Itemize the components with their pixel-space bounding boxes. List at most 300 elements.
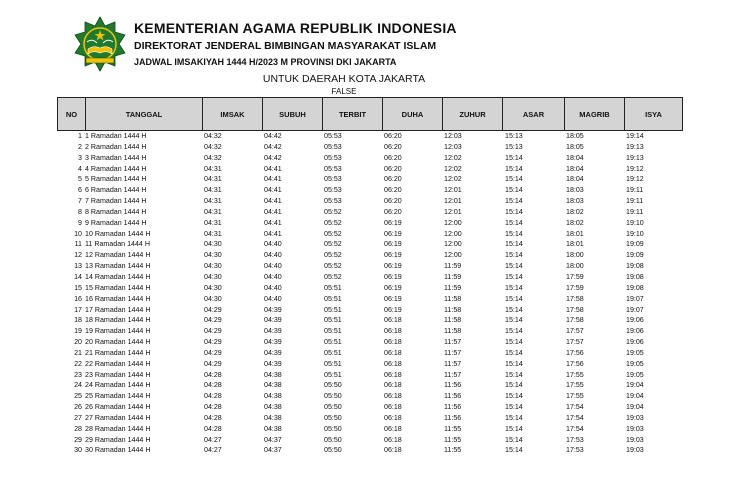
cell-duha: 06:19	[384, 218, 402, 227]
cell-subuh: 04:37	[264, 446, 282, 455]
header-magrib: MAGRIB	[564, 97, 624, 131]
cell-subuh: 04:41	[264, 186, 282, 195]
cell-magrib: 17:55	[566, 392, 584, 401]
cell-terbit: 05:51	[324, 338, 342, 347]
cell-terbit: 05:53	[324, 197, 342, 206]
cell-tanggal: 15 Ramadan 1444 H	[85, 283, 151, 292]
table-row	[57, 174, 683, 185]
cell-asar: 15:14	[505, 359, 523, 368]
cell-terbit: 05:53	[324, 186, 342, 195]
header-terbit: TERBIT	[322, 97, 382, 131]
cell-terbit: 05:51	[324, 348, 342, 357]
cell-no: 25	[74, 392, 82, 401]
cell-zuhur: 12:02	[444, 175, 462, 184]
cell-asar: 15:14	[505, 197, 523, 206]
cell-no: 17	[74, 305, 82, 314]
cell-no: 12	[74, 251, 82, 260]
cell-duha: 06:20	[384, 164, 402, 173]
cell-duha: 06:19	[384, 240, 402, 249]
cell-duha: 06:18	[384, 392, 402, 401]
cell-tanggal: 2 Ramadan 1444 H	[85, 142, 147, 151]
cell-terbit: 05:52	[324, 229, 342, 238]
cell-zuhur: 11:56	[444, 392, 462, 401]
cell-magrib: 17:54	[566, 413, 584, 422]
cell-no: 2	[78, 142, 82, 151]
cell-isya: 19:14	[626, 132, 644, 140]
cell-duha: 06:18	[384, 327, 402, 336]
cell-asar: 15:14	[505, 283, 523, 292]
cell-imsak: 04:31	[204, 207, 222, 216]
cell-magrib: 17:54	[566, 403, 584, 412]
cell-no: 14	[74, 272, 82, 281]
cell-imsak: 04:30	[204, 283, 222, 292]
cell-magrib: 17:58	[566, 305, 584, 314]
cell-magrib: 17:54	[566, 424, 584, 433]
table-row	[57, 239, 683, 250]
cell-isya: 19:13	[626, 153, 644, 162]
cell-subuh: 04:42	[264, 142, 282, 151]
cell-asar: 15:14	[505, 446, 523, 455]
cell-magrib: 18:04	[566, 153, 584, 162]
cell-magrib: 18:03	[566, 197, 584, 206]
cell-terbit: 05:50	[324, 435, 342, 444]
cell-asar: 15:14	[505, 348, 523, 357]
cell-subuh: 04:41	[264, 207, 282, 216]
table-row	[57, 261, 683, 272]
cell-imsak: 04:29	[204, 348, 222, 357]
cell-terbit: 05:50	[324, 446, 342, 455]
cell-isya: 19:03	[626, 446, 644, 455]
cell-no: 28	[74, 424, 82, 433]
cell-zuhur: 11:57	[444, 359, 462, 368]
cell-tanggal: 20 Ramadan 1444 H	[85, 338, 151, 347]
cell-tanggal: 26 Ramadan 1444 H	[85, 403, 151, 412]
cell-duha: 06:20	[384, 142, 402, 151]
cell-asar: 15:14	[505, 294, 523, 303]
cell-imsak: 04:30	[204, 251, 222, 260]
cell-subuh: 04:42	[264, 132, 282, 140]
cell-duha: 06:19	[384, 262, 402, 271]
cell-asar: 15:14	[505, 207, 523, 216]
cell-magrib: 17:58	[566, 294, 584, 303]
cell-zuhur: 11:59	[444, 283, 462, 292]
cell-imsak: 04:32	[204, 132, 222, 140]
cell-terbit: 05:50	[324, 424, 342, 433]
cell-magrib: 18:05	[566, 142, 584, 151]
cell-magrib: 18:01	[566, 240, 584, 249]
cell-duha: 06:18	[384, 348, 402, 357]
cell-imsak: 04:30	[204, 294, 222, 303]
table-row	[57, 359, 683, 370]
cell-no: 22	[74, 359, 82, 368]
cell-magrib: 17:55	[566, 381, 584, 390]
cell-no: 30	[74, 446, 82, 455]
cell-duha: 06:19	[384, 283, 402, 292]
cell-tanggal: 8 Ramadan 1444 H	[85, 207, 147, 216]
cell-asar: 15:14	[505, 164, 523, 173]
cell-no: 5	[78, 175, 82, 184]
cell-isya: 19:12	[626, 175, 644, 184]
cell-duha: 06:20	[384, 207, 402, 216]
cell-duha: 06:19	[384, 229, 402, 238]
cell-isya: 19:03	[626, 424, 644, 433]
cell-isya: 19:04	[626, 381, 644, 390]
header-tanggal: TANGGAL	[85, 97, 202, 131]
cell-zuhur: 11:56	[444, 413, 462, 422]
table-row	[57, 250, 683, 261]
table-row	[57, 218, 683, 229]
cell-asar: 15:14	[505, 403, 523, 412]
cell-isya: 19:13	[626, 142, 644, 151]
cell-tanggal: 5 Ramadan 1444 H	[85, 175, 147, 184]
cell-imsak: 04:29	[204, 338, 222, 347]
cell-magrib: 17:57	[566, 327, 584, 336]
cell-magrib: 18:05	[566, 132, 584, 140]
cell-isya: 19:03	[626, 435, 644, 444]
cell-duha: 06:19	[384, 305, 402, 314]
cell-zuhur: 12:01	[444, 197, 462, 206]
cell-no: 4	[78, 164, 82, 173]
cell-imsak: 04:28	[204, 403, 222, 412]
ministry-title: KEMENTERIAN AGAMA REPUBLIK INDONESIA	[134, 20, 457, 36]
cell-imsak: 04:31	[204, 175, 222, 184]
table-row	[57, 305, 683, 316]
cell-terbit: 05:50	[324, 413, 342, 422]
cell-imsak: 04:32	[204, 153, 222, 162]
table-row	[57, 435, 683, 446]
cell-terbit: 05:51	[324, 359, 342, 368]
cell-terbit: 05:52	[324, 251, 342, 260]
cell-tanggal: 3 Ramadan 1444 H	[85, 153, 147, 162]
cell-terbit: 05:51	[324, 294, 342, 303]
cell-asar: 15:14	[505, 370, 523, 379]
cell-tanggal: 29 Ramadan 1444 H	[85, 435, 151, 444]
table-row	[57, 185, 683, 196]
cell-tanggal: 9 Ramadan 1444 H	[85, 218, 147, 227]
table-row	[57, 424, 683, 435]
cell-subuh: 04:41	[264, 197, 282, 206]
table-row	[57, 164, 683, 175]
cell-subuh: 04:39	[264, 348, 282, 357]
cell-zuhur: 12:03	[444, 132, 462, 140]
cell-no: 10	[74, 229, 82, 238]
cell-subuh: 04:38	[264, 413, 282, 422]
cell-terbit: 05:52	[324, 262, 342, 271]
header-zuhur: ZUHUR	[442, 97, 502, 131]
cell-terbit: 05:53	[324, 175, 342, 184]
table-row	[57, 380, 683, 391]
cell-duha: 06:18	[384, 338, 402, 347]
cell-magrib: 17:56	[566, 348, 584, 357]
cell-no: 9	[78, 218, 82, 227]
cell-asar: 15:14	[505, 272, 523, 281]
cell-isya: 19:09	[626, 240, 644, 249]
cell-zuhur: 12:00	[444, 251, 462, 260]
cell-tanggal: 4 Ramadan 1444 H	[85, 164, 147, 173]
cell-subuh: 04:41	[264, 175, 282, 184]
cell-no: 3	[78, 153, 82, 162]
cell-duha: 06:18	[384, 370, 402, 379]
cell-no: 21	[74, 348, 82, 357]
cell-asar: 15:14	[505, 240, 523, 249]
cell-terbit: 05:52	[324, 218, 342, 227]
table-row	[57, 142, 683, 153]
cell-magrib: 17:53	[566, 446, 584, 455]
table-row	[57, 391, 683, 402]
cell-subuh: 04:38	[264, 381, 282, 390]
cell-zuhur: 11:59	[444, 272, 462, 281]
cell-imsak: 04:32	[204, 142, 222, 151]
cell-no: 8	[78, 207, 82, 216]
cell-terbit: 05:53	[324, 142, 342, 151]
cell-isya: 19:08	[626, 262, 644, 271]
cell-asar: 15:14	[505, 435, 523, 444]
cell-imsak: 04:31	[204, 197, 222, 206]
cell-isya: 19:05	[626, 359, 644, 368]
cell-duha: 06:18	[384, 316, 402, 325]
cell-tanggal: 16 Ramadan 1444 H	[85, 294, 151, 303]
cell-asar: 15:14	[505, 305, 523, 314]
cell-subuh: 04:40	[264, 272, 282, 281]
cell-subuh: 04:38	[264, 392, 282, 401]
cell-duha: 06:18	[384, 413, 402, 422]
cell-subuh: 04:39	[264, 359, 282, 368]
cell-subuh: 04:40	[264, 262, 282, 271]
cell-imsak: 04:30	[204, 240, 222, 249]
cell-imsak: 04:29	[204, 305, 222, 314]
cell-tanggal: 18 Ramadan 1444 H	[85, 316, 151, 325]
cell-imsak: 04:30	[204, 262, 222, 271]
cell-tanggal: 17 Ramadan 1444 H	[85, 305, 151, 314]
cell-no: 11	[74, 240, 82, 249]
cell-zuhur: 12:02	[444, 153, 462, 162]
cell-isya: 19:06	[626, 316, 644, 325]
cell-imsak: 04:28	[204, 392, 222, 401]
table-row	[57, 294, 683, 305]
cell-zuhur: 12:02	[444, 164, 462, 173]
cell-terbit: 05:53	[324, 132, 342, 140]
cell-imsak: 04:29	[204, 327, 222, 336]
cell-zuhur: 12:00	[444, 218, 462, 227]
cell-terbit: 05:51	[324, 305, 342, 314]
table-row	[57, 413, 683, 424]
table-row	[57, 348, 683, 359]
cell-zuhur: 11:55	[444, 435, 462, 444]
cell-imsak: 04:28	[204, 424, 222, 433]
cell-imsak: 04:27	[204, 446, 222, 455]
cell-imsak: 04:31	[204, 218, 222, 227]
cell-asar: 15:13	[505, 132, 523, 140]
cell-duha: 06:18	[384, 435, 402, 444]
cell-terbit: 05:51	[324, 316, 342, 325]
cell-isya: 19:04	[626, 403, 644, 412]
cell-zuhur: 12:01	[444, 207, 462, 216]
cell-terbit: 05:50	[324, 381, 342, 390]
cell-duha: 06:18	[384, 446, 402, 455]
cell-tanggal: 13 Ramadan 1444 H	[85, 262, 151, 271]
cell-isya: 19:08	[626, 272, 644, 281]
cell-zuhur: 11:58	[444, 294, 462, 303]
header-no: NO	[57, 97, 85, 131]
cell-terbit: 05:51	[324, 283, 342, 292]
cell-subuh: 04:40	[264, 294, 282, 303]
cell-no: 1	[78, 132, 82, 140]
cell-asar: 15:14	[505, 229, 523, 238]
header-isya: ISYA	[624, 97, 683, 131]
cell-subuh: 04:40	[264, 283, 282, 292]
cell-tanggal: 14 Ramadan 1444 H	[85, 272, 151, 281]
cell-zuhur: 11:57	[444, 348, 462, 357]
cell-isya: 19:06	[626, 327, 644, 336]
cell-subuh: 04:39	[264, 327, 282, 336]
cell-magrib: 17:58	[566, 316, 584, 325]
cell-isya: 19:07	[626, 305, 644, 314]
cell-asar: 15:14	[505, 316, 523, 325]
cell-terbit: 05:53	[324, 164, 342, 173]
cell-asar: 15:14	[505, 338, 523, 347]
cell-tanggal: 6 Ramadan 1444 H	[85, 186, 147, 195]
cell-magrib: 17:59	[566, 283, 584, 292]
cell-asar: 15:13	[505, 142, 523, 151]
cell-no: 20	[74, 338, 82, 347]
cell-asar: 15:14	[505, 175, 523, 184]
cell-zuhur: 12:00	[444, 229, 462, 238]
cell-isya: 19:12	[626, 164, 644, 173]
cell-tanggal: 11 Ramadan 1444 H	[85, 240, 150, 249]
cell-subuh: 04:37	[264, 435, 282, 444]
cell-subuh: 04:38	[264, 403, 282, 412]
cell-terbit: 05:50	[324, 392, 342, 401]
cell-duha: 06:20	[384, 186, 402, 195]
table-row	[57, 283, 683, 294]
cell-zuhur: 11:56	[444, 381, 462, 390]
cell-imsak: 04:31	[204, 229, 222, 238]
cell-subuh: 04:41	[264, 229, 282, 238]
cell-tanggal: 27 Ramadan 1444 H	[85, 413, 151, 422]
cell-zuhur: 11:57	[444, 338, 462, 347]
cell-terbit: 05:52	[324, 207, 342, 216]
cell-asar: 15:14	[505, 153, 523, 162]
cell-subuh: 04:42	[264, 153, 282, 162]
table-row	[57, 131, 683, 142]
cell-isya: 19:10	[626, 229, 644, 238]
cell-isya: 19:05	[626, 370, 644, 379]
cell-asar: 15:14	[505, 424, 523, 433]
table-row	[57, 196, 683, 207]
cell-terbit: 05:51	[324, 327, 342, 336]
cell-asar: 15:14	[505, 413, 523, 422]
header-asar: ASAR	[502, 97, 564, 131]
cell-duha: 06:19	[384, 251, 402, 260]
cell-magrib: 18:03	[566, 186, 584, 195]
cell-subuh: 04:38	[264, 370, 282, 379]
table-row	[57, 207, 683, 218]
cell-isya: 19:11	[626, 197, 644, 206]
cell-tanggal: 30 Ramadan 1444 H	[85, 446, 151, 455]
table-row	[57, 229, 683, 240]
cell-asar: 15:14	[505, 262, 523, 271]
cell-no: 16	[74, 294, 82, 303]
cell-duha: 06:18	[384, 424, 402, 433]
cell-magrib: 17:57	[566, 338, 584, 347]
cell-subuh: 04:40	[264, 240, 282, 249]
cell-terbit: 05:52	[324, 272, 342, 281]
cell-isya: 19:05	[626, 348, 644, 357]
cell-zuhur: 11:56	[444, 403, 462, 412]
cell-imsak: 04:31	[204, 186, 222, 195]
cell-no: 29	[74, 435, 82, 444]
cell-magrib: 17:59	[566, 272, 584, 281]
cell-zuhur: 12:00	[444, 240, 462, 249]
cell-zuhur: 11:57	[444, 370, 462, 379]
cell-zuhur: 12:01	[444, 186, 462, 195]
cell-subuh: 04:41	[264, 164, 282, 173]
cell-imsak: 04:28	[204, 413, 222, 422]
cell-magrib: 18:04	[566, 164, 584, 173]
area-subtitle: FALSE	[331, 87, 357, 96]
cell-terbit: 05:50	[324, 403, 342, 412]
directorate-subtitle: DIREKTORAT JENDERAL BIMBINGAN MASYARAKAT ISLAM	[134, 40, 437, 52]
cell-no: 26	[74, 403, 82, 412]
cell-no: 23	[74, 370, 82, 379]
table-body	[57, 131, 683, 456]
cell-terbit: 05:52	[324, 240, 342, 249]
cell-tanggal: 28 Ramadan 1444 H	[85, 424, 151, 433]
cell-imsak: 04:28	[204, 381, 222, 390]
cell-magrib: 18:00	[566, 251, 584, 260]
cell-asar: 15:14	[505, 392, 523, 401]
cell-magrib: 17:55	[566, 370, 584, 379]
header-imsak: IMSAK	[202, 97, 262, 131]
cell-no: 27	[74, 413, 82, 422]
cell-zuhur: 11:59	[444, 262, 462, 271]
schedule-title: JADWAL IMSAKIYAH 1444 H/2023 M PROVINSI DKI JAKARTA	[134, 57, 397, 67]
cell-no: 24	[74, 381, 82, 390]
table-row	[57, 272, 683, 283]
cell-tanggal: 23 Ramadan 1444 H	[85, 370, 151, 379]
cell-subuh: 04:39	[264, 338, 282, 347]
cell-zuhur: 12:03	[444, 142, 462, 151]
cell-no: 13	[74, 262, 82, 271]
cell-imsak: 04:29	[204, 316, 222, 325]
cell-asar: 15:14	[505, 327, 523, 336]
cell-imsak: 04:30	[204, 272, 222, 281]
cell-zuhur: 11:55	[444, 446, 462, 455]
cell-magrib: 17:56	[566, 359, 584, 368]
cell-magrib: 18:00	[566, 262, 584, 271]
cell-isya: 19:09	[626, 251, 644, 260]
cell-duha: 06:20	[384, 175, 402, 184]
document-header	[72, 16, 672, 72]
cell-tanggal: 24 Ramadan 1444 H	[85, 381, 151, 390]
cell-no: 15	[74, 283, 82, 292]
cell-terbit: 05:53	[324, 153, 342, 162]
cell-subuh: 04:39	[264, 316, 282, 325]
cell-subuh: 04:38	[264, 424, 282, 433]
cell-isya: 19:07	[626, 294, 644, 303]
cell-zuhur: 11:55	[444, 424, 462, 433]
table-row	[57, 370, 683, 381]
cell-no: 7	[78, 197, 82, 206]
cell-no: 19	[74, 327, 82, 336]
cell-tanggal: 25 Ramadan 1444 H	[85, 392, 151, 401]
cell-duha: 06:20	[384, 132, 402, 140]
cell-duha: 06:18	[384, 403, 402, 412]
cell-no: 18	[74, 316, 82, 325]
cell-subuh: 04:40	[264, 251, 282, 260]
table-row	[57, 153, 683, 164]
cell-asar: 15:14	[505, 186, 523, 195]
